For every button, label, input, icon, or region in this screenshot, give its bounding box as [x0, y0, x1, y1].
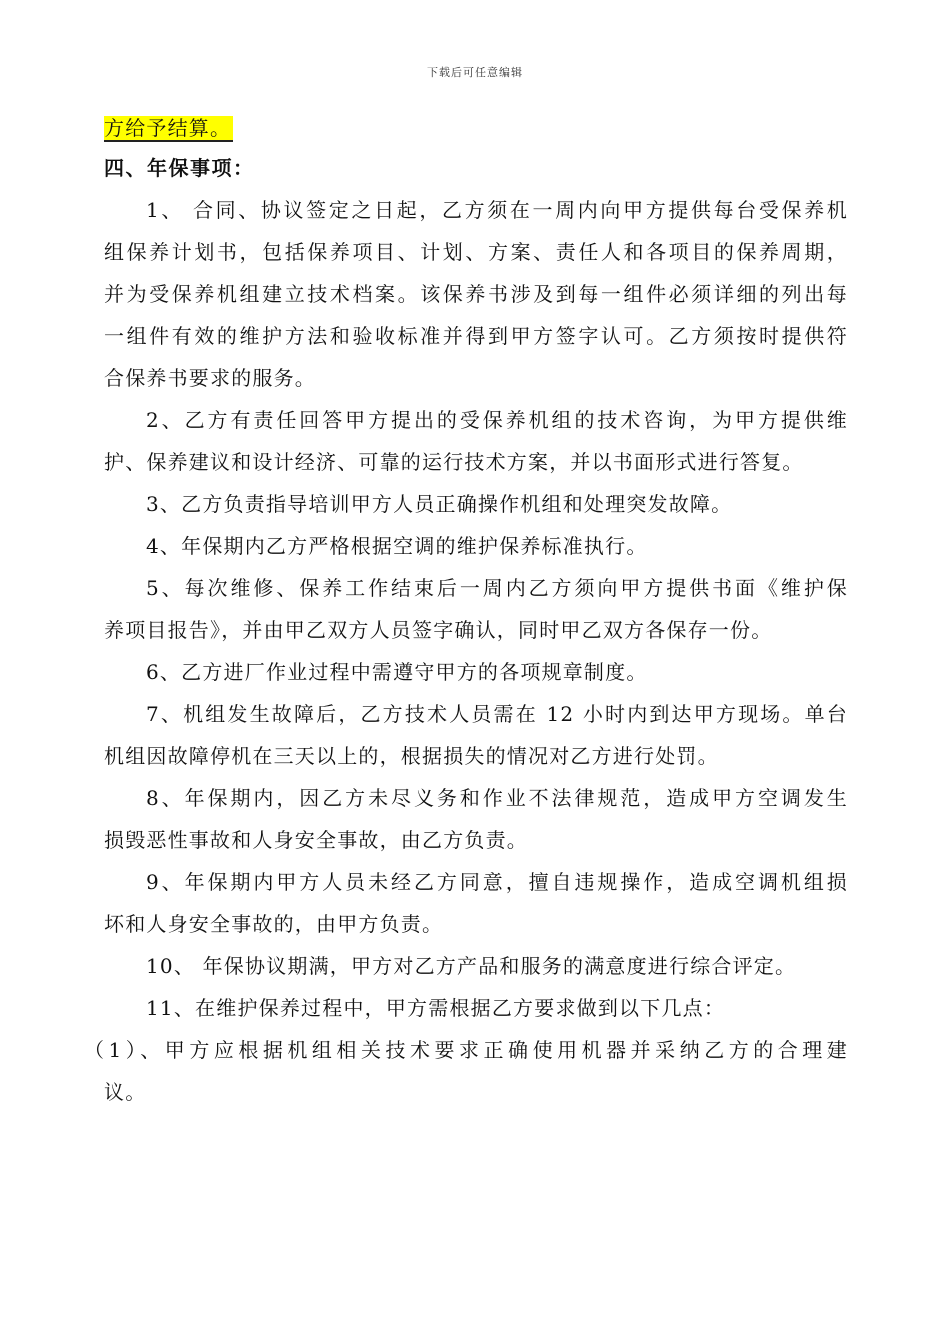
clause-5 — [104, 578, 848, 640]
clause-10-line-1: 10、 年保协议期满，甲方对乙方产品和服务的满意度进行综合评定。 — [146, 954, 797, 978]
clause-1-line-2: 组保养计划书，包括保养项目、计划、方案、责任人和各项目的保养周期， — [104, 240, 848, 264]
clause-2-line-1: 2、乙方有责任回答甲方提出的受保养机组的技术咨询，为甲方提供维 — [146, 408, 848, 432]
clause-7-line-2: 机组因故障停机在三天以上的，根据损失的情况对乙方进行处罚。 — [104, 744, 719, 768]
clause-9 — [104, 872, 848, 934]
clause-8-line-1: 8、年保期内，因乙方未尽义务和作业不法律规范，造成甲方空调发生 — [146, 786, 848, 810]
clause-1 — [104, 200, 848, 388]
clause-1-line-3: 并为受保养机组建立技术档案。该保养书涉及到每一组件必须详细的列出每 — [104, 282, 848, 306]
clause-1-line-4: 一组件有效的维护方法和验收标准并得到甲方签字认可。乙方须按时提供符 — [104, 324, 848, 348]
clause-1-line-1: 1、 合同、协议签定之日起，乙方须在一周内向甲方提供每台受保养机 — [146, 198, 848, 222]
clause-6-line-1: 6、乙方进厂作业过程中需遵守甲方的各项规章制度。 — [146, 660, 648, 684]
clause-9-line-1: 9、年保期内甲方人员未经乙方同意，擅自违规操作，造成空调机组损 — [146, 870, 848, 894]
subitem-1-line-1: （1）、甲方应根据机组相关技术要求正确使用机器并采纳乙方的合理建 — [84, 1038, 848, 1062]
clause-2-line-2: 护、保养建议和设计经济、可靠的运行技术方案，并以书面形式进行答复。 — [104, 450, 804, 474]
clause-8 — [104, 788, 848, 850]
clause-5-line-1: 5、每次维修、保养工作结束后一周内乙方须向甲方提供书面《维护保 — [146, 576, 848, 600]
clause-4-line-1: 4、年保期内乙方严格根据空调的维护保养标准执行。 — [146, 534, 648, 558]
clause-8-line-2: 损毁恶性事故和人身安全事故，由乙方负责。 — [104, 828, 528, 852]
subitem-1 — [84, 1040, 848, 1102]
clause-9-line-2: 坏和人身安全事故的，由甲方负责。 — [104, 912, 444, 936]
clause-11 — [104, 998, 848, 1018]
carryover-line — [104, 116, 848, 146]
clause-3-line-1: 3、乙方负责指导培训甲方人员正确操作机组和处理突发故障。 — [146, 492, 733, 516]
subitem-1-line-2: 议。 — [104, 1080, 147, 1104]
clause-11-line-1: 11、在维护保养过程中，甲方需根据乙方要求做到以下几点： — [146, 996, 726, 1020]
highlighted-carryover-text: 方给予结算。 — [104, 116, 232, 140]
clause-6 — [104, 662, 848, 682]
document-body — [84, 116, 848, 1104]
clause-7-line-1: 7、机组发生故障后，乙方技术人员需在 12 小时内到达甲方现场。单台 — [146, 702, 848, 726]
clause-1-line-5: 合保养书要求的服务。 — [104, 366, 316, 390]
clause-2 — [104, 410, 848, 472]
clause-3 — [104, 494, 848, 514]
clause-5-line-2: 养项目报告》，并由甲乙双方人员签字确认，同时甲乙双方各保存一份。 — [104, 618, 773, 642]
page-header-note: 下载后可任意编辑 — [427, 66, 523, 79]
clause-4 — [104, 536, 848, 556]
clause-7 — [104, 704, 848, 766]
section-heading: 四、年保事项： — [104, 156, 255, 180]
clause-10 — [104, 956, 848, 976]
